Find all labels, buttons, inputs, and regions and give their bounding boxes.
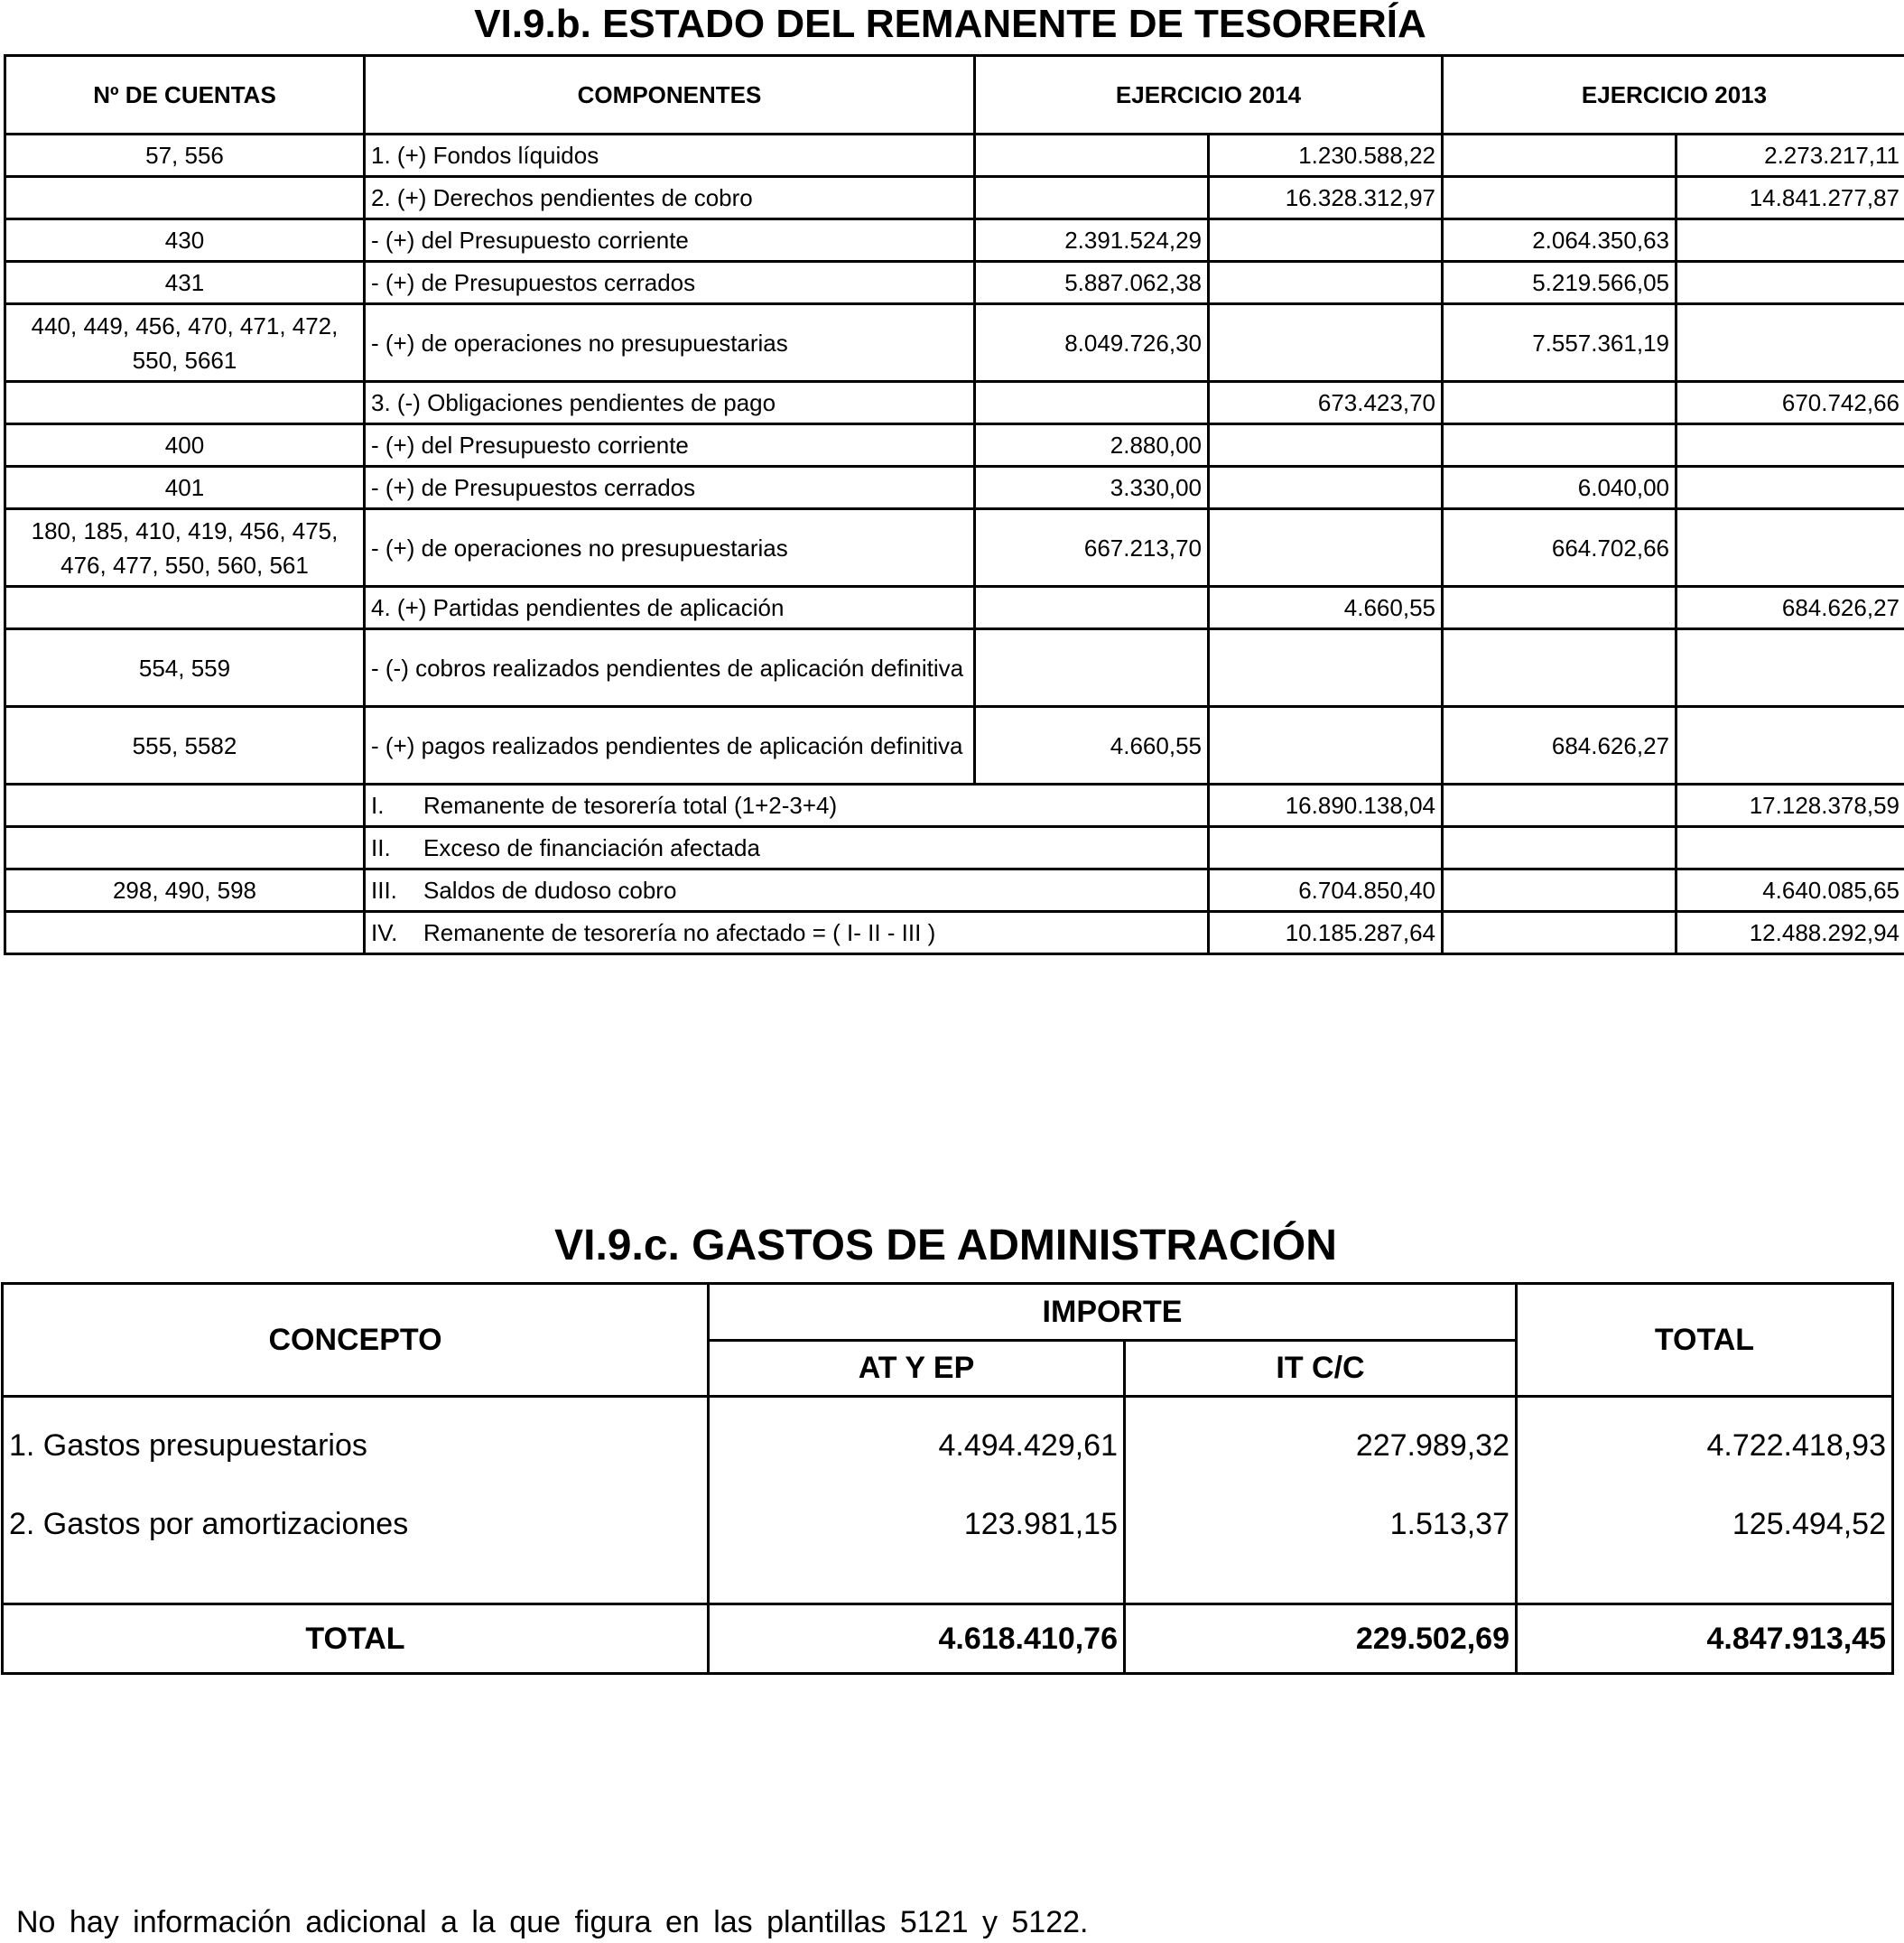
summary-label: Remanente de tesorería no afectado = ( I- II - III ) [423,919,936,946]
table-row [3,1494,1893,1604]
ejercicio-2014-partial-cell: 2.391.524,29 [975,219,1209,262]
ejercicio-2013-total-cell [1676,707,1904,785]
ejercicio-2014-partial-cell: 8.049.726,30 [975,304,1209,382]
table-row [5,304,1904,382]
account-cell [5,912,365,954]
total-row [3,1604,1893,1674]
account-cell: 555, 5582 [5,707,365,785]
section1-title: VI.9.b. ESTADO DEL REMANENTE DE TESORERÍA [474,2,1426,46]
remanente-table [4,54,1904,955]
table-row [3,1397,1893,1494]
summary-row [5,912,1904,954]
ejercicio-2013-partial-cell: 6.040,00 [1443,467,1676,509]
ejercicio-2014-partial-cell: 667.213,70 [975,509,1209,587]
table-row [5,587,1904,629]
total-total: 4.847.913,45 [1517,1604,1893,1674]
ejercicio-2014-partial-cell: 2.880,00 [975,424,1209,467]
ejercicio-2013-partial-cell: 5.219.566,05 [1443,262,1676,304]
summary-number: II. [371,834,391,861]
ejercicio-2014-total-cell [1209,509,1443,587]
header-componentes: COMPONENTES [365,56,975,135]
ejercicio-2014-total-cell [1209,262,1443,304]
ejercicio-2013-total-cell: 670.742,66 [1676,382,1904,424]
atyep-cell: 4.494.429,61 [709,1397,1125,1494]
itcc-cell: 1.513,37 [1125,1494,1517,1604]
ejercicio-2013-partial-cell: 664.702,66 [1443,509,1676,587]
account-cell [5,177,365,219]
component-cell: - (+) de Presupuestos cerrados [365,467,975,509]
ejercicio-2013-partial-cell [1443,382,1676,424]
total-cell: 125.494,52 [1517,1494,1893,1604]
account-cell: 401 [5,467,365,509]
concepto-cell: 1. Gastos presupuestarios [3,1397,709,1494]
summary-label: Saldos de dudoso cobro [423,877,677,904]
table-row [5,424,1904,467]
ejercicio-2014-total-cell [1209,467,1443,509]
ejercicio-2014-total-cell [1209,304,1443,382]
header-it-cc: IT C/C [1125,1341,1517,1397]
ejercicio-2014-total-cell [1209,707,1443,785]
ejercicio-2013-total-cell [1676,219,1904,262]
ejercicio-2013-total-cell [1676,424,1904,467]
component-cell: - (+) de operaciones no presupuestarias [365,304,975,382]
table-row [5,177,1904,219]
table-row [5,135,1904,177]
ejercicio-2013-total-cell [1676,262,1904,304]
ejercicio-2013-partial-cell [1443,629,1676,707]
ejercicio-2013-total-cell [1676,629,1904,707]
ejercicio-2013-partial-cell [1443,827,1676,869]
ejercicio-2014-total-cell: 4.660,55 [1209,587,1443,629]
component-cell: 3. (-) Obligaciones pendientes de pago [365,382,975,424]
component-cell: - (+) de Presupuestos cerrados [365,262,975,304]
account-cell: 440, 449, 456, 470, 471, 472, 550, 5661 [5,304,365,382]
total-label: TOTAL [3,1604,709,1674]
account-cell [5,827,365,869]
component-cell: 1. (+) Fondos líquidos [365,135,975,177]
ejercicio-2014-total-cell: 16.890.138,04 [1209,785,1443,827]
total-atyep: 4.618.410,76 [709,1604,1125,1674]
footer-note: No hay información adicional a la que figura en las plantillas 5121 y 5122. [16,1905,1089,1939]
account-cell: 430 [5,219,365,262]
ejercicio-2014-partial-cell [975,177,1209,219]
summary-label-cell [365,869,1209,912]
gastos-table [1,1282,1894,1675]
summary-number: III. [371,877,397,904]
ejercicio-2013-partial-cell: 2.064.350,63 [1443,219,1676,262]
account-cell: 554, 559 [5,629,365,707]
ejercicio-2014-total-cell [1209,827,1443,869]
header-ejercicio-2014: EJERCICIO 2014 [975,56,1443,135]
total-itcc: 229.502,69 [1125,1604,1517,1674]
ejercicio-2013-partial-cell [1443,135,1676,177]
ejercicio-2014-total-cell [1209,219,1443,262]
summary-row [5,827,1904,869]
header-total: TOTAL [1517,1284,1893,1397]
atyep-cell: 123.981,15 [709,1494,1125,1604]
table-row [5,219,1904,262]
ejercicio-2014-partial-cell [975,587,1209,629]
ejercicio-2014-total-cell: 6.704.850,40 [1209,869,1443,912]
concepto-cell: 2. Gastos por amortizaciones [3,1494,709,1604]
ejercicio-2014-total-cell: 10.185.287,64 [1209,912,1443,954]
ejercicio-2014-partial-cell: 4.660,55 [975,707,1209,785]
summary-row [5,785,1904,827]
summary-label: Exceso de financiación afectada [423,834,760,861]
header-ejercicio-2013: EJERCICIO 2013 [1443,56,1904,135]
header-importe: IMPORTE [709,1284,1517,1341]
component-cell: - (+) del Presupuesto corriente [365,219,975,262]
summary-label-cell [365,827,1209,869]
table-row [5,509,1904,587]
component-cell: - (-) cobros realizados pendientes de aplicación definitiva [365,629,975,707]
ejercicio-2013-total-cell [1676,467,1904,509]
ejercicio-2014-partial-cell: 3.330,00 [975,467,1209,509]
component-cell: - (+) del Presupuesto corriente [365,424,975,467]
itcc-cell: 227.989,32 [1125,1397,1517,1494]
ejercicio-2013-partial-cell [1443,785,1676,827]
ejercicio-2013-partial-cell [1443,912,1676,954]
account-cell: 298, 490, 598 [5,869,365,912]
ejercicio-2013-total-cell [1676,304,1904,382]
ejercicio-2014-total-cell [1209,424,1443,467]
account-cell: 400 [5,424,365,467]
total-cell: 4.722.418,93 [1517,1397,1893,1494]
ejercicio-2013-partial-cell: 7.557.361,19 [1443,304,1676,382]
component-cell: - (+) de operaciones no presupuestarias [365,509,975,587]
account-cell [5,785,365,827]
summary-label: Remanente de tesorería total (1+2-3+4) [423,792,838,819]
ejercicio-2013-total-cell: 4.640.085,65 [1676,869,1904,912]
ejercicio-2014-partial-cell: 5.887.062,38 [975,262,1209,304]
ejercicio-2013-total-cell [1676,827,1904,869]
header-at-y-ep: AT Y EP [709,1341,1125,1397]
table-row [5,707,1904,785]
account-cell: 57, 556 [5,135,365,177]
summary-number: I. [371,792,385,819]
ejercicio-2014-partial-cell [975,629,1209,707]
table-row [5,382,1904,424]
ejercicio-2014-partial-cell [975,135,1209,177]
ejercicio-2014-partial-cell [975,382,1209,424]
ejercicio-2013-total-cell: 12.488.292,94 [1676,912,1904,954]
ejercicio-2013-partial-cell [1443,424,1676,467]
ejercicio-2013-partial-cell [1443,587,1676,629]
account-cell: 431 [5,262,365,304]
ejercicio-2014-total-cell: 1.230.588,22 [1209,135,1443,177]
section2-title: VI.9.c. GASTOS DE ADMINISTRACIÓN [554,1222,1337,1269]
ejercicio-2013-partial-cell [1443,869,1676,912]
table-header-row [3,1284,1893,1341]
ejercicio-2014-total-cell: 16.328.312,97 [1209,177,1443,219]
ejercicio-2014-total-cell [1209,629,1443,707]
ejercicio-2013-total-cell [1676,509,1904,587]
summary-row [5,869,1904,912]
table-header-row [5,56,1904,135]
ejercicio-2014-total-cell: 673.423,70 [1209,382,1443,424]
header-concepto: CONCEPTO [3,1284,709,1397]
header-cuentas: Nº DE CUENTAS [5,56,365,135]
component-cell: 4. (+) Partidas pendientes de aplicación [365,587,975,629]
ejercicio-2013-total-cell: 684.626,27 [1676,587,1904,629]
account-cell: 180, 185, 410, 419, 456, 475, 476, 477, 550, 560, 561 [5,509,365,587]
ejercicio-2013-partial-cell: 684.626,27 [1443,707,1676,785]
summary-label-cell [365,785,1209,827]
table-row [5,262,1904,304]
table-row [5,467,1904,509]
ejercicio-2013-partial-cell [1443,177,1676,219]
component-cell: 2. (+) Derechos pendientes de cobro [365,177,975,219]
account-cell [5,587,365,629]
component-cell: - (+) pagos realizados pendientes de aplicación definitiva [365,707,975,785]
table-row [5,629,1904,707]
account-cell [5,382,365,424]
ejercicio-2013-total-cell: 14.841.277,87 [1676,177,1904,219]
summary-label-cell [365,912,1209,954]
ejercicio-2013-total-cell: 2.273.217,11 [1676,135,1904,177]
ejercicio-2013-total-cell: 17.128.378,59 [1676,785,1904,827]
summary-number: IV. [371,919,398,946]
